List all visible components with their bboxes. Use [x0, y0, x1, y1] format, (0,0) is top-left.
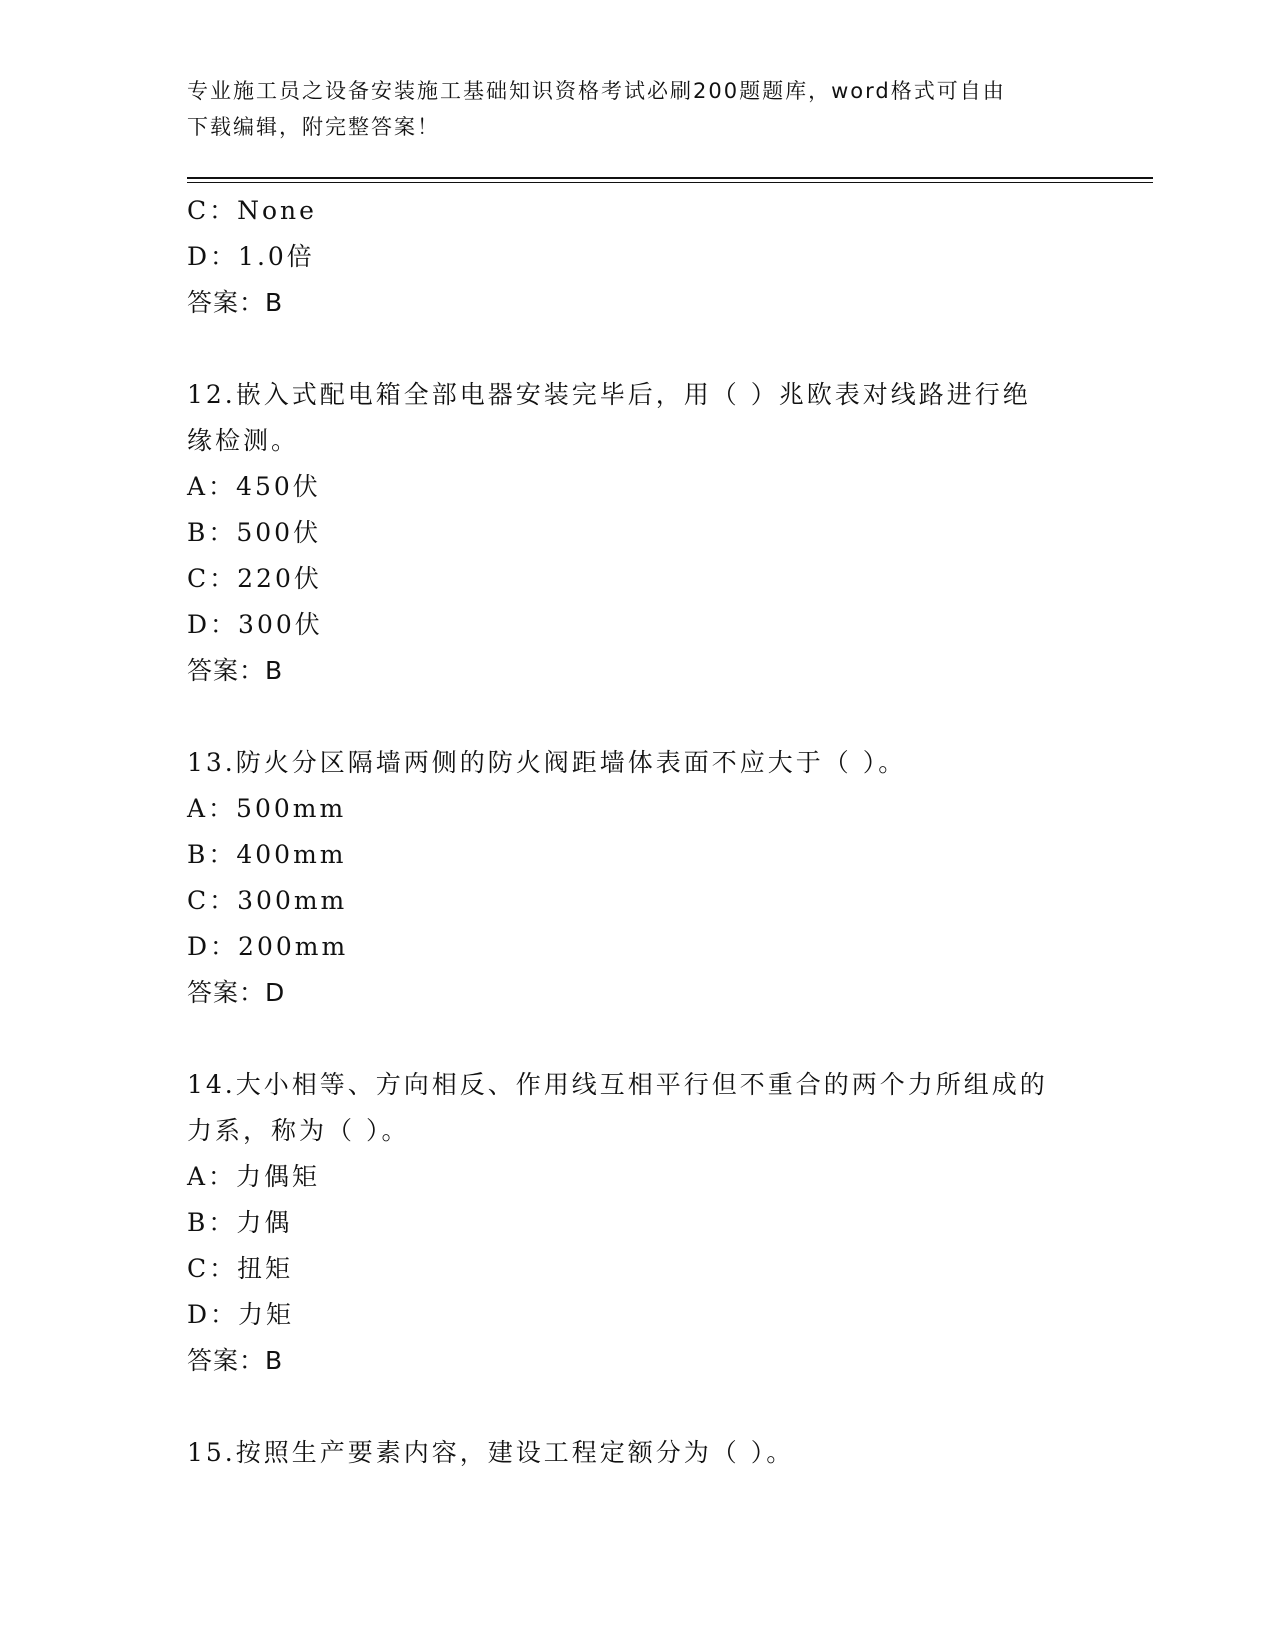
spacer — [187, 694, 1087, 740]
option-b: B：力偶 — [187, 1208, 293, 1237]
header-divider-thin — [187, 182, 1153, 183]
option-c: C：扭矩 — [187, 1254, 294, 1283]
header-line-1: 专业施工员之设备安装施工基础知识资格考试必刷200题题库，word格式可自由 — [187, 79, 1006, 103]
answer-line: 答案：B — [187, 1346, 284, 1375]
spacer — [187, 326, 1087, 372]
spacer — [187, 1384, 1087, 1430]
question-15 — [187, 1430, 1087, 1476]
option-d: D：1.0倍 — [187, 242, 315, 271]
option-c: C：220伏 — [187, 564, 322, 593]
spacer — [187, 1016, 1087, 1062]
question-12 — [187, 372, 1087, 694]
answer-line: 答案：B — [187, 288, 284, 317]
answer-line: 答案：B — [187, 656, 284, 685]
question-13 — [187, 740, 1087, 1016]
question-stem-continued: 缘检测。 — [187, 426, 300, 455]
option-a: A：450伏 — [187, 472, 321, 501]
header-line-2: 下载编辑，附完整答案！ — [187, 115, 440, 139]
question-stem-continued: 力系，称为（ ）。 — [187, 1116, 410, 1145]
option-d: D：300伏 — [187, 610, 323, 639]
answer-line: 答案：D — [187, 978, 286, 1007]
document-header — [187, 73, 1087, 145]
question-stem: 12.嵌入式配电箱全部电器安装完毕后，用（ ）兆欧表对线路进行绝 — [187, 380, 1031, 409]
option-c: C：None — [187, 196, 317, 225]
question-list — [187, 188, 1087, 1476]
option-a: A：500mm — [187, 794, 347, 823]
question-stem: 14.大小相等、方向相反、作用线互相平行但不重合的两个力所组成的 — [187, 1070, 1048, 1099]
question-14 — [187, 1062, 1087, 1384]
question-stem: 13.防火分区隔墙两侧的防火阀距墙体表面不应大于（ ）。 — [187, 748, 907, 777]
question-stem: 15.按照生产要素内容，建设工程定额分为（ ）。 — [187, 1438, 795, 1467]
option-c: C：300mm — [187, 886, 348, 915]
option-b: B：500伏 — [187, 518, 322, 547]
option-d: D：200mm — [187, 932, 349, 961]
option-d: D：力矩 — [187, 1300, 295, 1329]
header-divider-thick — [187, 177, 1153, 179]
option-a: A：力偶矩 — [187, 1162, 321, 1191]
option-b: B：400mm — [187, 840, 347, 869]
